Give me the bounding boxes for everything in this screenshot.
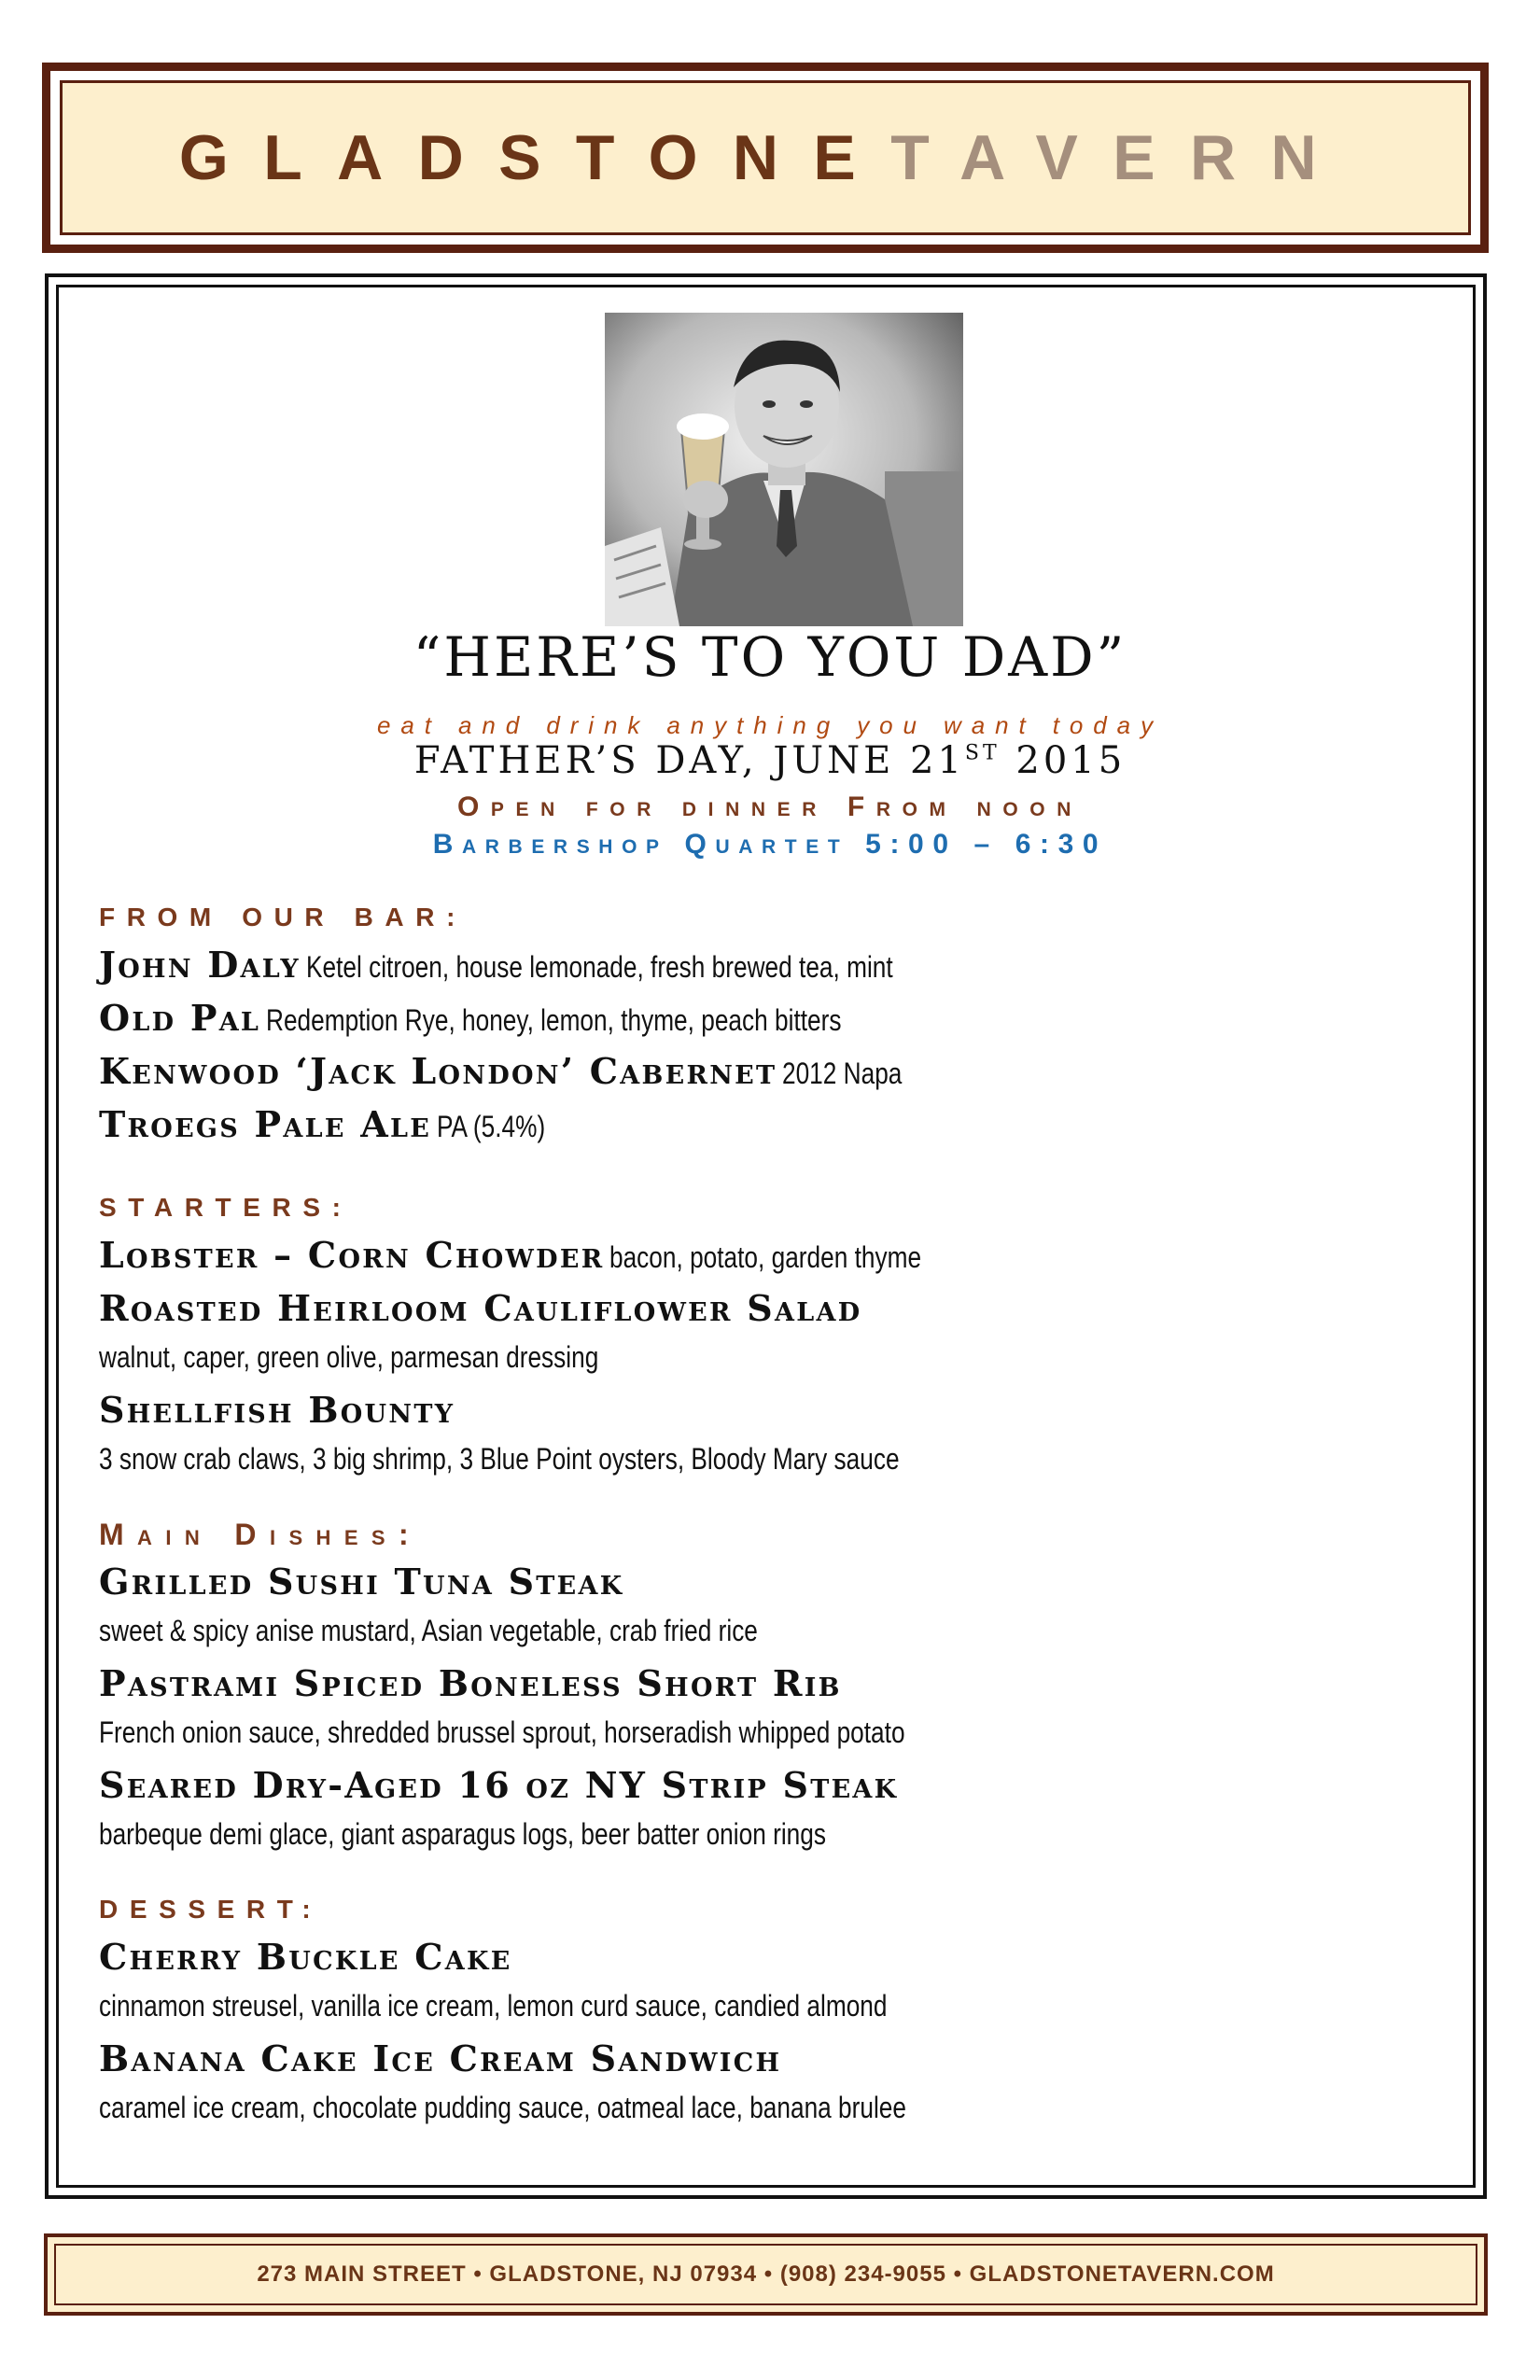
menu-item-desc-line (99, 1335, 1406, 1383)
item-name: Old Pal (99, 997, 261, 1039)
event-tagline: eat and drink anything you want today (376, 711, 1163, 739)
item-name: John Daly (99, 944, 301, 986)
section-heading: STARTERS: (99, 1193, 353, 1222)
date-text: FATHER’S DAY, JUNE 21 (413, 739, 965, 782)
date-year: 2015 (1015, 739, 1127, 782)
menu-item (99, 1555, 1406, 1608)
section-heading: Main Dishes: (99, 1518, 423, 1551)
menu-item (99, 1657, 1406, 1710)
item-name: Pastrami Spiced Boneless Short Rib (99, 1662, 842, 1704)
item-description: bacon, potato, garden thyme (609, 1240, 922, 1274)
item-name: Kenwood ‘Jack London’ Cabernet (99, 1050, 777, 1092)
item-description: caramel ice cream, chocolate pudding sauce, oatmeal lace, banana brulee (99, 2091, 906, 2124)
item-description: walnut, caper, green olive, parmesan dressing (99, 1340, 599, 1374)
item-description: 2012 Napa (782, 1057, 903, 1090)
event-hours: Open for dinner From noon (456, 791, 1083, 822)
date-ordinal: ST (964, 741, 1001, 765)
menu-item-desc-line (99, 1983, 1406, 2032)
item-description: French onion sauce, shredded brussel sprout, horseradish whipped potato (99, 1715, 905, 1749)
footer-inner (54, 2244, 1477, 2305)
item-name: Grilled Sushi Tuna Steak (99, 1561, 624, 1603)
event-title: “HERE’S TO YOU DAD” (413, 625, 1127, 689)
menu-item-desc-line (99, 2085, 1406, 2134)
menu-item (99, 1930, 1406, 1983)
footer-contact: 273 MAIN STREET • GLADSTONE, NJ 07934 • (908) 234-9055 • GLADSTONETAVERN.COM (257, 2261, 1275, 2287)
restaurant-logo (179, 121, 1351, 194)
item-description: 3 snow crab claws, 3 big shrimp, 3 Blue Point oysters, Bloody Mary sauce (99, 1442, 900, 1476)
logo-part-2: TAVERN (890, 122, 1352, 193)
menu-item (99, 1098, 1406, 1151)
menu-item (99, 938, 1406, 991)
header-banner (42, 63, 1489, 253)
event-date (56, 739, 1484, 782)
menu-item-desc-line (99, 1710, 1406, 1758)
item-description: Redemption Rye, honey, lemon, thyme, peach bitters (266, 1003, 842, 1037)
section-heading: FROM OUR BAR: (99, 903, 467, 931)
footer-banner (44, 2233, 1488, 2316)
section-heading: DESSERT: (99, 1895, 323, 1924)
menu-item (99, 1758, 1406, 1812)
menu-item (99, 1228, 1406, 1281)
photo-illustration (605, 313, 963, 626)
logo-part-1: GLADSTONE (178, 122, 891, 193)
item-name: Lobster – Corn Chowder (99, 1234, 605, 1276)
starters-section (99, 1191, 1406, 1485)
menu-item (99, 2032, 1406, 2085)
menu-item-desc-line (99, 1608, 1406, 1657)
item-name: Roasted Heirloom Cauliflower Salad (99, 1287, 862, 1329)
item-description: sweet & spicy anise mustard, Asian vegetable, crab fried rice (99, 1614, 758, 1647)
bar-section (99, 901, 1406, 1151)
item-name: Shellfish Bounty (99, 1389, 455, 1431)
item-description: Ketel citroen, house lemonade, fresh brewed tea, mint (305, 950, 893, 984)
menu-item-desc-line (99, 1812, 1406, 1860)
menu-item (99, 991, 1406, 1044)
header-inner (60, 80, 1471, 235)
item-description: PA (5.4%) (437, 1110, 546, 1143)
item-description: barbeque demi glace, giant asparagus logs, beer batter onion rings (99, 1817, 826, 1851)
item-name: Banana Cake Ice Cream Sandwich (99, 2037, 782, 2079)
item-name: Troegs Pale Ale (99, 1103, 432, 1145)
menu-item (99, 1281, 1406, 1335)
dessert-section (99, 1893, 1406, 2134)
item-description: cinnamon streusel, vanilla ice cream, lemon curd sauce, candied almond (99, 1989, 888, 2023)
event-music: Barbershop Quartet 5:00 – 6:30 (432, 829, 1108, 860)
menu-item (99, 1383, 1406, 1436)
item-name: Seared Dry-Aged 16 oz NY Strip Steak (99, 1764, 899, 1806)
menu-item (99, 1044, 1406, 1098)
menu-item-desc-line (99, 1436, 1406, 1485)
father-with-beer-photo (605, 313, 963, 626)
mains-section (99, 1518, 1406, 1860)
item-name: Cherry Buckle Cake (99, 1936, 512, 1978)
